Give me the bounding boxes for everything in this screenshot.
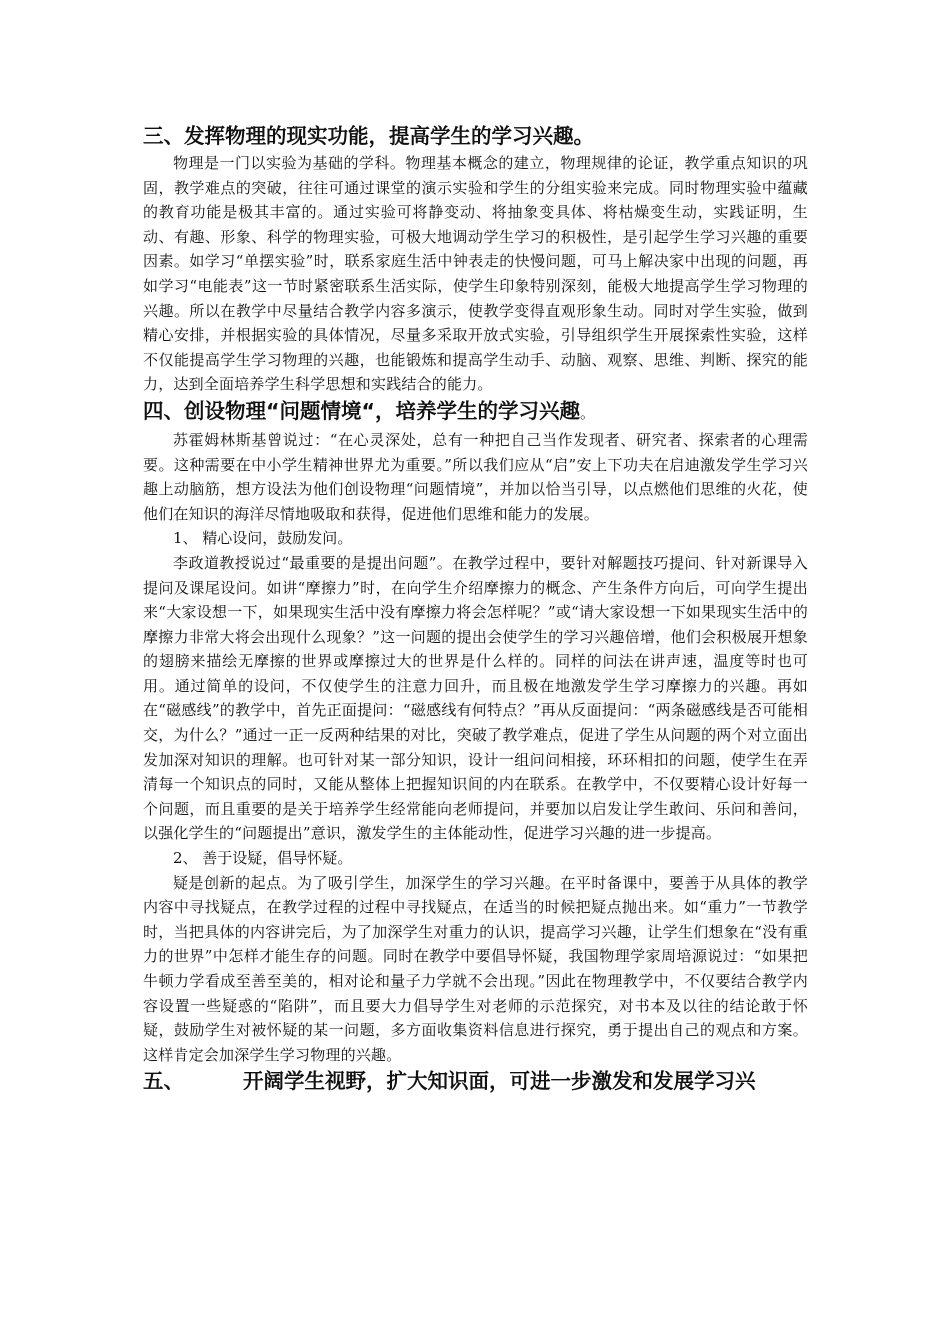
section5-number: 五、 (143, 1069, 184, 1094)
document-page (143, 122, 808, 1096)
section5-heading (143, 1067, 808, 1096)
section4-item2-body: 疑是创新的起点。为了吸引学生，加深学生的学习兴趣。在平时备课中，要善于从具体的教学内容中寻找疑点，在教学过程的过程中寻找疑点，在适当的时候把疑点抛出来。如“重力”一节教学时，当把具体的内容讲完后，为了加深学生对重力的认识，提高学习兴趣，让学生们想象在“没有重力的世界”中怎样才能生存的问题。同时在教学中要倡导怀疑，我国物理学家周培源说过：“如果把牛顿力学看成至善至美的，相对论和量子力学就不会出现。”因此在物理教学中，不仅要结合教学内容设置一些疑惑的“陷阱”，而且要大力倡导学生对老师的示范探究，对书本及以往的结论敢于怀疑，鼓励学生对被怀疑的某一问题，多方面收集资料信息进行探究，勇于提出自己的观点和方案。这样肯定会加深学生学习物理的兴趣。 (143, 873, 808, 1064)
section5-heading-text: 开阔学生视野，扩大知识面，可进一步激发和发展学习兴 (243, 1069, 756, 1094)
section4-heading (143, 397, 808, 428)
section4-item2-title: 2、 善于设疑，倡导怀疑。 (173, 849, 353, 868)
section4-heading-text: 四、创设物理“问题情境“，培养学生的学习兴趣 (143, 398, 580, 423)
section3-heading: 三、发挥物理的现实功能，提高学生的学习兴趣。 (143, 124, 594, 148)
section4-item1-title: 1、 精心设问，鼓励发问。 (173, 529, 353, 548)
section4-heading-trail: 。 (579, 403, 595, 422)
section3-paragraph: 物理是一门以实验为基础的学科。物理基本概念的建立，物理规律的论证，教学重点知识的巩固，教学难点的突破，往往可通过课堂的演示实验和学生的分组实验来完成。同时物理实验中蕴藏的教育功能是极其丰富的。通过实验可将静变动、将抽象变具体、将枯燥变生动，实践证明，生动、有趣、形象、科学的物理实验，可极大地调动学生学习的积极性，是引起学生学习兴趣的重要因素。如学习“单摆实验”时，联系家庭生活中钟表走的快慢问题，可马上解决家中出现的问题，再如学习“电能表”这一节时紧密联系生活实际，使学生印象特别深刻，能极大地提高学生学习物理的兴趣。所以在教学中尽量结合教学内容多演示，使教学变得直观形象生动。同时对学生实验，做到精心安排，并根据实验的具体情况，尽量多采取开放式实验，引导组织学生开展探索性实验，这样不仅能提高学生学习物理的兴趣，也能锻炼和提高学生动手、动脑、观察、思维、判断、探究的能力，达到全面培养学生科学思想和实践结合的能力。 (143, 154, 808, 394)
section4-intro: 苏霍姆林斯基曾说过：“在心灵深处，总有一种把自己当作发现者、研究者、探索者的心理需要。这种需要在中小学生精神世界尤为重要。”所以我们应从“启”安上下功夫在启迪激发学生学习兴趣上动脑筋，想方设法为他们创设物理“问题情境”，并加以恰当引导，以点燃他们思维的火花，使他们在知识的海洋尽情地吸取和获得，促进他们思维和能力的发展。 (143, 430, 808, 523)
section4-item1-body: 李政道教授说过“最重要的是提出问题”。在教学过程中，要针对解题技巧提问、针对新课导入提问及课尾设问。如讲“摩擦力”时，在向学生介绍摩擦力的概念、产生条件方向后，可向学生提出来“大家设想一下，如果现实生活中没有摩擦力将会怎样呢？”或“请大家设想一下如果现实生活中的摩擦力非常大将会出现什么现象？”这一问题的提出会使学生的学习兴趣倍增，他们会积极展开想象的翅膀来描绘无摩擦的世界或摩擦过大的世界是什么样的。同样的问法在讲声速，温度等时也可用。通过简单的设问，不仅使学生的注意力回升，而且极在地激发学生学习摩擦力的兴趣。再如在“磁感线”的教学中，首先正面提问：“磁感线有何特点？”再从反面提问：“两条磁感线是否可能相交，为什么？”通过一正一反两种结果的对比，突破了教学难点，促进了学生从问题的两个对立面出发加深对知识的理解。也可针对某一部分知识，设计一组问问相接，环环相扣的问题，使学生在弄清每一个知识点的同时，又能从整体上把握知识间的内在联系。在教学中，不仅要精心设计好每一个问题，而且重要的是关于培养学生经常能向老师提问，并要加以启发让学生敢问、乐问和善问，以强化学生的“问题提出”意识，激发学生的主体能动性，促进学习兴趣的进一步提高。 (143, 553, 808, 843)
